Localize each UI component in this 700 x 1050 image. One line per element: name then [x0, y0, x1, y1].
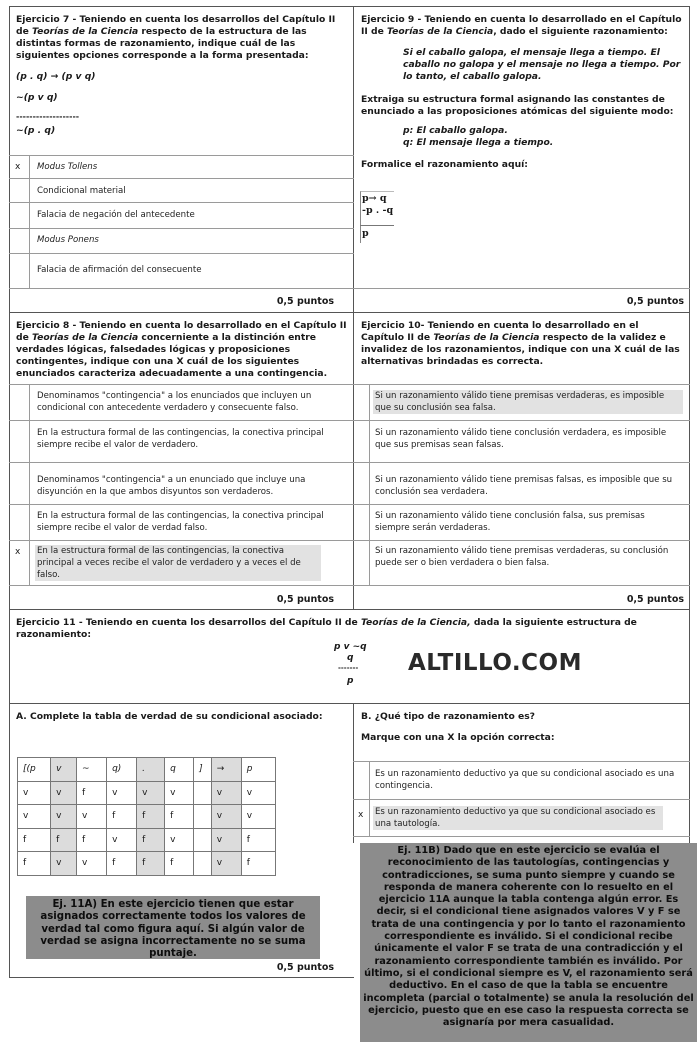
cell[interactable]: v — [107, 828, 137, 852]
structure-11-premise-1: p v ~q — [334, 642, 367, 652]
cell[interactable]: v — [165, 781, 194, 805]
option-mark: x — [15, 162, 21, 172]
formula-7-line3: ~(p . q) — [16, 125, 56, 136]
formula-7-line2: ~(p v q) — [16, 92, 58, 103]
e11a-points: 0,5 puntos — [276, 962, 334, 973]
truth-table-row — [18, 828, 276, 852]
option-text: Si un razonamiento válido tiene premisas verdaderas, su conclusión puede ser o bien verdadera o bien falsa. — [375, 546, 669, 568]
option-text: Si un razonamiento válido tiene conclusión verdadera, es imposible que sus premisas sean falsas. — [375, 428, 667, 450]
exercise-8-title: Ejercicio 8 - Teniendo en cuenta lo desarrollado en el Capítulo II de Teorías de la Ciencia concerniente a la distinción entre verdades lógicas, falsedades lógicas y proposiciones contingentes, indique con una X cuál de los siguientes enunciados caracteriza adecuadamente a una contingencia. — [16, 320, 347, 379]
truth-table-row — [18, 852, 276, 876]
header-cell: v — [51, 758, 77, 782]
cell[interactable] — [194, 781, 212, 805]
answer-9-conclusion: p — [362, 228, 369, 239]
answer-9-premise-2: -p . -q — [362, 205, 394, 216]
truth-table-row — [18, 781, 276, 805]
truth-table — [17, 757, 276, 876]
exercise-7-title: Ejercicio 7 - Teniendo en cuenta los desarrollos del Capítulo II de Teorías de la Ciencia respecto de la estructura de las distintas formas de razonamiento, indique cuál de las siguientes opciones corresponde a la forma presentada: — [16, 14, 336, 61]
option-text: Si un razonamiento válido tiene conclusión falsa, sus premisas siempre serán verdaderas. — [375, 511, 645, 533]
cell[interactable] — [194, 805, 212, 829]
cell[interactable]: v — [51, 852, 77, 876]
header-cell: . — [137, 758, 165, 782]
formula-7-line1: (p . q) → (p v q) — [16, 71, 96, 82]
structure-11-premise-2: q — [347, 653, 354, 663]
header-cell: → — [211, 758, 241, 782]
exercise-9-formalize-label: Formalice el razonamiento aquí: — [361, 159, 528, 170]
option-text: Condicional material — [37, 186, 126, 196]
cell[interactable]: f — [241, 852, 275, 876]
cell[interactable]: f — [51, 828, 77, 852]
cell[interactable] — [194, 828, 212, 852]
option-text: Si un razonamiento válido tiene premisas verdaderas, es imposible que su conclusión sea falsa. — [373, 390, 683, 414]
cell[interactable]: v — [51, 781, 77, 805]
option-text: Falacia de negación del antecedente — [37, 210, 195, 220]
option-text: Falacia de afirmación del consecuente — [37, 265, 202, 275]
header-cell: ~ — [77, 758, 107, 782]
header-cell: q — [165, 758, 194, 782]
cell[interactable]: v — [77, 805, 107, 829]
cell[interactable]: f — [107, 852, 137, 876]
cell[interactable]: v — [211, 852, 241, 876]
e10-points: 0,5 puntos — [626, 594, 684, 605]
e7-points: 0,5 puntos — [276, 296, 334, 307]
cell[interactable]: v — [241, 781, 275, 805]
cell[interactable]: v — [18, 805, 51, 829]
option-mark: x — [358, 810, 364, 820]
header-cell: ] — [194, 758, 212, 782]
header-cell: p — [241, 758, 275, 782]
option-text: En la estructura formal de las contingencias, la conectiva principal siempre recibe el valor de verdadero. — [37, 428, 324, 450]
cell[interactable]: f — [77, 781, 107, 805]
cell[interactable]: f — [18, 828, 51, 852]
cell[interactable]: v — [211, 828, 241, 852]
cell[interactable]: v — [137, 781, 165, 805]
cell[interactable]: f — [137, 852, 165, 876]
exercise-9-quote: Si el caballo galopa, el mensaje llega a tiempo. El caballo no galopa y el mensaje no llega a tiempo. Por lo tanto, el caballo galopa. — [403, 47, 681, 82]
cell[interactable]: f — [18, 852, 51, 876]
cell[interactable] — [194, 852, 212, 876]
altillo-logo: ALTILLO.COM — [408, 650, 582, 676]
option-text: Si un razonamiento válido tiene premisas falsas, es imposible que su conclusión sea verdadera. — [375, 475, 673, 497]
option-text: Denominamos "contingencia" a un enunciado que incluye una disyunción en la que ambos disyuntos son verdaderos. — [37, 475, 306, 497]
exercise-9-q-definition: q: El mensaje llega a tiempo. — [403, 137, 554, 148]
exercise-11b-instruction: Marque con una X la opción correcta: — [361, 732, 555, 743]
cell[interactable]: v — [77, 852, 107, 876]
e9-points: 0,5 puntos — [626, 296, 684, 307]
header-cell: q) — [107, 758, 137, 782]
cell[interactable]: f — [137, 805, 165, 829]
cell[interactable]: f — [165, 852, 194, 876]
exercise-9-instruction: Extraiga su estructura formal asignando las constantes de enunciado a las proposiciones atómicas del siguiente modo: — [361, 94, 674, 117]
exercise-11a-title: A. Complete la tabla de verdad de su condicional asociado: — [16, 711, 323, 722]
option-text: Es un razonamiento deductivo ya que su condicional asociado es una contingencia. — [375, 769, 675, 791]
cell[interactable]: v — [241, 805, 275, 829]
cell[interactable]: v — [211, 805, 241, 829]
option-text: Modus Ponens — [37, 235, 99, 245]
exercise-11-title: Ejercicio 11 - Teniendo en cuenta los desarrollos del Capítulo II de Teorías de la Ciencia, dada la siguiente estructura de razonamiento: — [16, 617, 637, 640]
exercise-10-title: Ejercicio 10- Teniendo en cuenta lo desarrollado en el Capítulo II de Teorías de la Ciencia respecto de la validez e invalidez de los razonamientos, indique con una X cuál de las alternativas brindadas es correcta. — [361, 320, 680, 367]
e8-points: 0,5 puntos — [276, 594, 334, 605]
option-text: En la estructura formal de las contingencias, la conectiva principal siempre recibe el valor de verdad falso. — [37, 511, 324, 533]
cell[interactable]: f — [107, 805, 137, 829]
cell[interactable]: v — [107, 781, 137, 805]
note-11b: Ej. 11B) Dado que en este ejercicio se evalúa el reconocimiento de las tautologías, contingencias y contradicciones, se suma punto siempre y cuando se responda de manera coherente con lo resuelto en el ejercicio 11A aunque la tabla contenga algún error. Es decir, si el condicional tiene asignados valores V y F se trata de una contingencia y por lo tanto el razonamiento correspondiente es inválido. Si el condicional recibe únicamente el valor F se trata de una contradicción y el razonamiento correspondiente también es inválido. Por último, si el condicional siempre es V, el razonamiento será deductivo. En el caso de que la tabla se encuentre incompleta (parcial o totalmente) se anula la resolución del ejercicio, puesto que en ese caso la respuesta correcta se asignaría por mera casualidad. — [360, 843, 697, 1042]
exercise-9-title: Ejercicio 9 - Teniendo en cuenta lo desarrollado en el Capítulo II de Teorías de la Ciencia, dado el siguiente razonamiento: — [361, 14, 682, 37]
formula-7-separator: ------------------- — [16, 112, 80, 121]
option-mark: x — [15, 547, 21, 557]
cell[interactable]: v — [18, 781, 51, 805]
cell[interactable]: f — [137, 828, 165, 852]
cell[interactable]: v — [165, 828, 194, 852]
truth-table-header — [18, 758, 276, 782]
option-text: Denominamos "contingencia" a los enunciados que incluyen un condicional con antecedente verdadero y consecuente falso. — [37, 391, 312, 413]
option-text: Es un razonamiento deductivo ya que su condicional asociado es una tautología. — [373, 806, 663, 830]
header-cell: [(p — [18, 758, 51, 782]
structure-11-separator: ------- — [338, 664, 359, 672]
option-text: Modus Tollens — [37, 162, 98, 172]
cell[interactable]: v — [51, 805, 77, 829]
exercise-9-p-definition: p: El caballo galopa. — [403, 125, 508, 136]
cell[interactable]: f — [165, 805, 194, 829]
option-text: En la estructura formal de las contingencias, la conectiva principal a veces recibe el valor de verdadero y a veces el de falso. — [35, 545, 321, 581]
cell[interactable]: f — [241, 828, 275, 852]
cell[interactable]: v — [211, 781, 241, 805]
truth-table-row — [18, 805, 276, 829]
answer-9-premise-1: p→ q — [362, 193, 387, 204]
structure-11-conclusion: p — [347, 676, 354, 686]
exercise-11b-title: B. ¿Qué tipo de razonamiento es? — [361, 711, 535, 722]
cell[interactable]: f — [77, 828, 107, 852]
note-11a: Ej. 11A) En este ejercicio tienen que estar asignados correctamente todos los valores de verdad tal como figura aquí. Si algún valor de verdad se asigna incorrectamente no se suma puntaje. — [26, 896, 320, 959]
